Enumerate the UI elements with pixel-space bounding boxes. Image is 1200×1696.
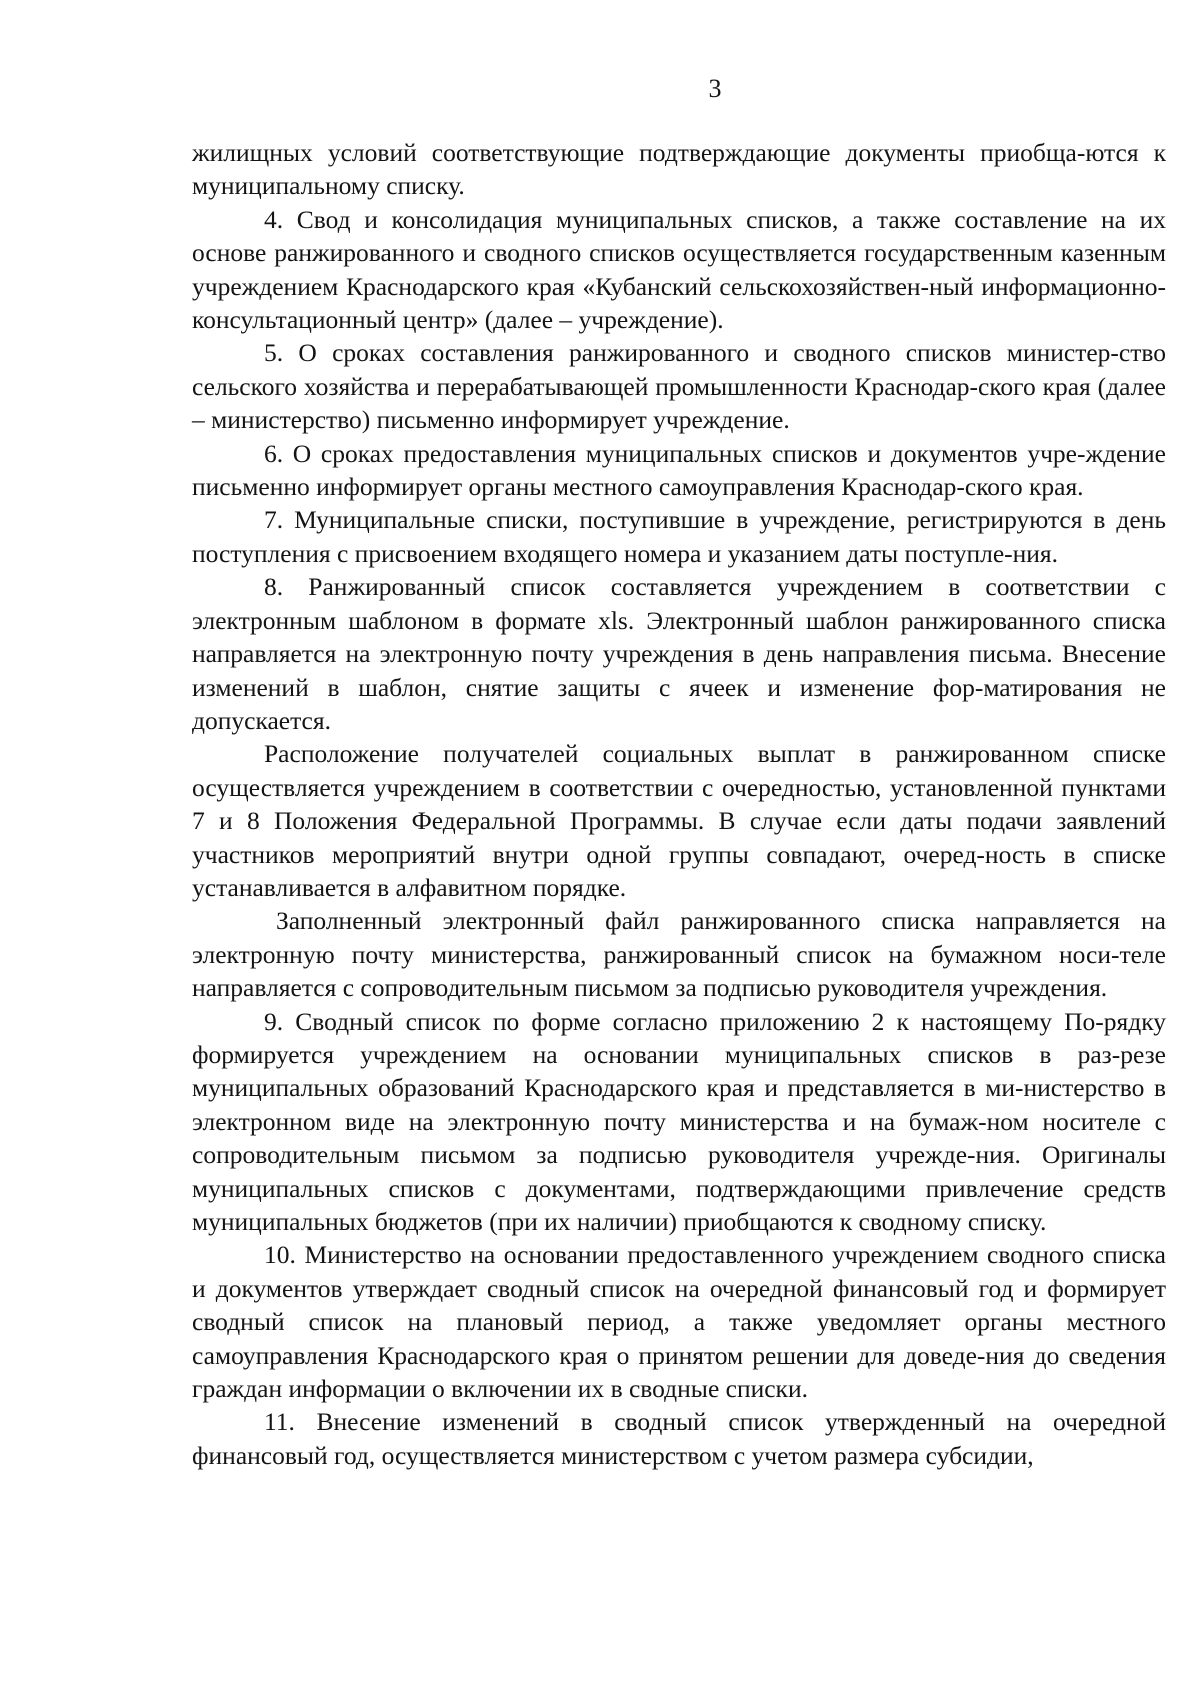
- page-number: 3: [708, 74, 722, 103]
- paragraph-item-10: 10. Министерство на основании предоставленного учреждением сводного списка и документов утверждает сводный список на очередной финансовый год и формирует сводный список на плановый период, а также уведомляет органы местного самоуправления Краснодарского края о принятом решении для доведе-ния до сведения граждан информации о включении их в сводные списки.: [192, 1240, 1166, 1404]
- paragraph-item-6: 6. О сроках предоставления муниципальных списков и документов учре-ждение письменно информирует органы местного самоуправления Краснодар-ского края.: [192, 438, 1166, 502]
- paragraph-item-5: 5. О сроках составления ранжированного и сводного списков министер-ство сельского хозяйства и перерабатывающей промышленности Краснодар-ского края (далее – министерство) письменно информирует учреждение.: [192, 338, 1166, 435]
- paragraph-item-8-ranking: Расположение получателей социальных выплат в ранжированном списке осуществляется учреждением в соответствии с очередностью, установленной пунктами 7 и 8 Положения Федеральной Программы. В случае если даты подачи заявлений участников мероприятий внутри одной группы совпадают, очеред-ность в списке устанавливается в алфавитном порядке.: [192, 739, 1166, 902]
- paragraph-item-7: 7. Муниципальные списки, поступившие в учреждение, регистрируются в день поступления с присвоением входящего номера и указанием даты поступле-ния.: [192, 505, 1166, 568]
- paragraph-item-8-file: Заполненный электронный файл ранжированного списка направляется на электронную почту министерства, ранжированный список на бумажном носи-теле направляется с сопроводительным письмом за подписью руководителя учреждения.: [192, 906, 1166, 1003]
- document-body: [192, 136, 1166, 1472]
- paragraph-continuation: жилищных условий соответствующие подтверждающие документы приобща-ются к муниципальному списку.: [192, 138, 1166, 201]
- paragraph-item-11: 11. Внесение изменений в сводный список утвержденный на очередной финансовый год, осуществляется министерством с учетом размера субсидии,: [192, 1407, 1166, 1470]
- paragraph-item-4: 4. Свод и консолидация муниципальных списков, а также составление на их основе ранжированного и сводного списков осуществляется государственным казенным учреждением Краснодарского края «Кубанский сельскохозяйствен-ный информационно-консультационный центр» (далее – учреждение).: [192, 204, 1166, 335]
- paragraph-item-9: 9. Сводный список по форме согласно приложению 2 к настоящему По-рядку формируется учреждением на основании муниципальных списков в раз-резе муниципальных образований Краснодарского края и представляется в ми-нистерство в электронном виде на электронную почту министерства и на бумаж-ном носителе с сопроводительным письмом за подписью руководителя учрежде-ния. Оригиналы муниципальных списков с документами, подтверждающими привлечение средств муниципальных бюджетов (при их наличии) приобщаются к сводному списку.: [192, 1006, 1166, 1236]
- paragraph-item-8: 8. Ранжированный список составляется учреждением в соответствии с электронным шаблоном в формате xls. Электронный шаблон ранжированного списка направляется на электронную почту учреждения в день направления письма. Внесение изменений в шаблон, снятие защиты с ячеек и изменение фор-матирования не допускается.: [192, 572, 1166, 735]
